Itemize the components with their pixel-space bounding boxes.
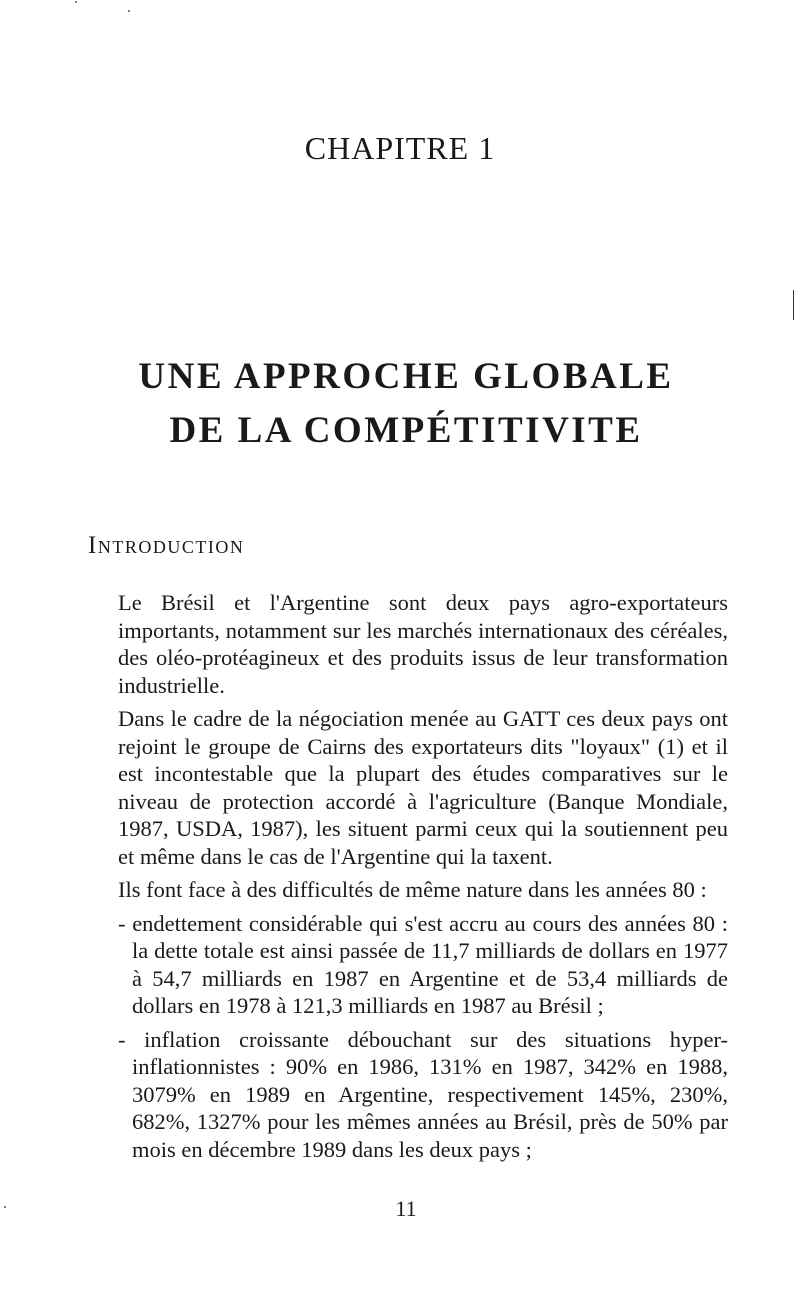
difficulties-list (118, 910, 728, 1164)
scan-speck (128, 10, 130, 12)
body-text (118, 589, 728, 1169)
section-heading: Introduction (88, 532, 245, 559)
scan-speck (75, 1, 77, 3)
list-item: - endettement considérable qui s'est accru au cours des années 80 : la dette totale est ainsi passée de 11,7 milliards de dollars en 1977 à 54,7 milliards en 1987 en Argentine et de 53,4 milliards de dollars en 1978 à 121,3 milliards en 1987 au Brésil ; (118, 910, 728, 1018)
chapter-label: CHAPITRE 1 (304, 130, 496, 166)
scan-margin-mark (793, 290, 794, 320)
chapter-title-line-2: DE LA COMPÉTITIVITE (169, 410, 643, 451)
chapter-title (0, 350, 800, 458)
paragraph-2: Dans le cadre de la négociation menée au GATT ces deux pays ont rejoint le groupe de Cairns des exportateurs dits "loyaux" (1) et il est incontestable que la plupart des études comparatives sur le niveau de protection accordé à l'agriculture (Banque Mondiale, 1987, USDA, 1987), les situent parmi ceux qui la soutiennent peu et même dans le cas de l'Argentine qui la taxent. (118, 706, 728, 869)
scan-speck (4, 1206, 6, 1208)
paragraph-3: Ils font face à des difficultés de même nature dans les années 80 : (118, 877, 707, 902)
page-number: 11 (395, 1196, 417, 1221)
paragraph-1: Le Brésil et l'Argentine sont deux pays agro-exportateurs importants, notamment sur les marchés internationaux des céréales, des oléo-protéagineux et des produits issus de leur transformation industrielle. (118, 590, 728, 698)
list-item: - inflation croissante débouchant sur des situations hyper-inflationnistes : 90% en 1986, 131% en 1987, 342% en 1988, 3079% en 1989 en Argentine, respectivement 145%, 230%, 682%, 1327% pour les mêmes années au Brésil, près de 50% par mois en décembre 1989 dans les deux pays ; (118, 1026, 728, 1162)
chapter-title-line-1: UNE APPROCHE GLOBALE (138, 356, 674, 397)
